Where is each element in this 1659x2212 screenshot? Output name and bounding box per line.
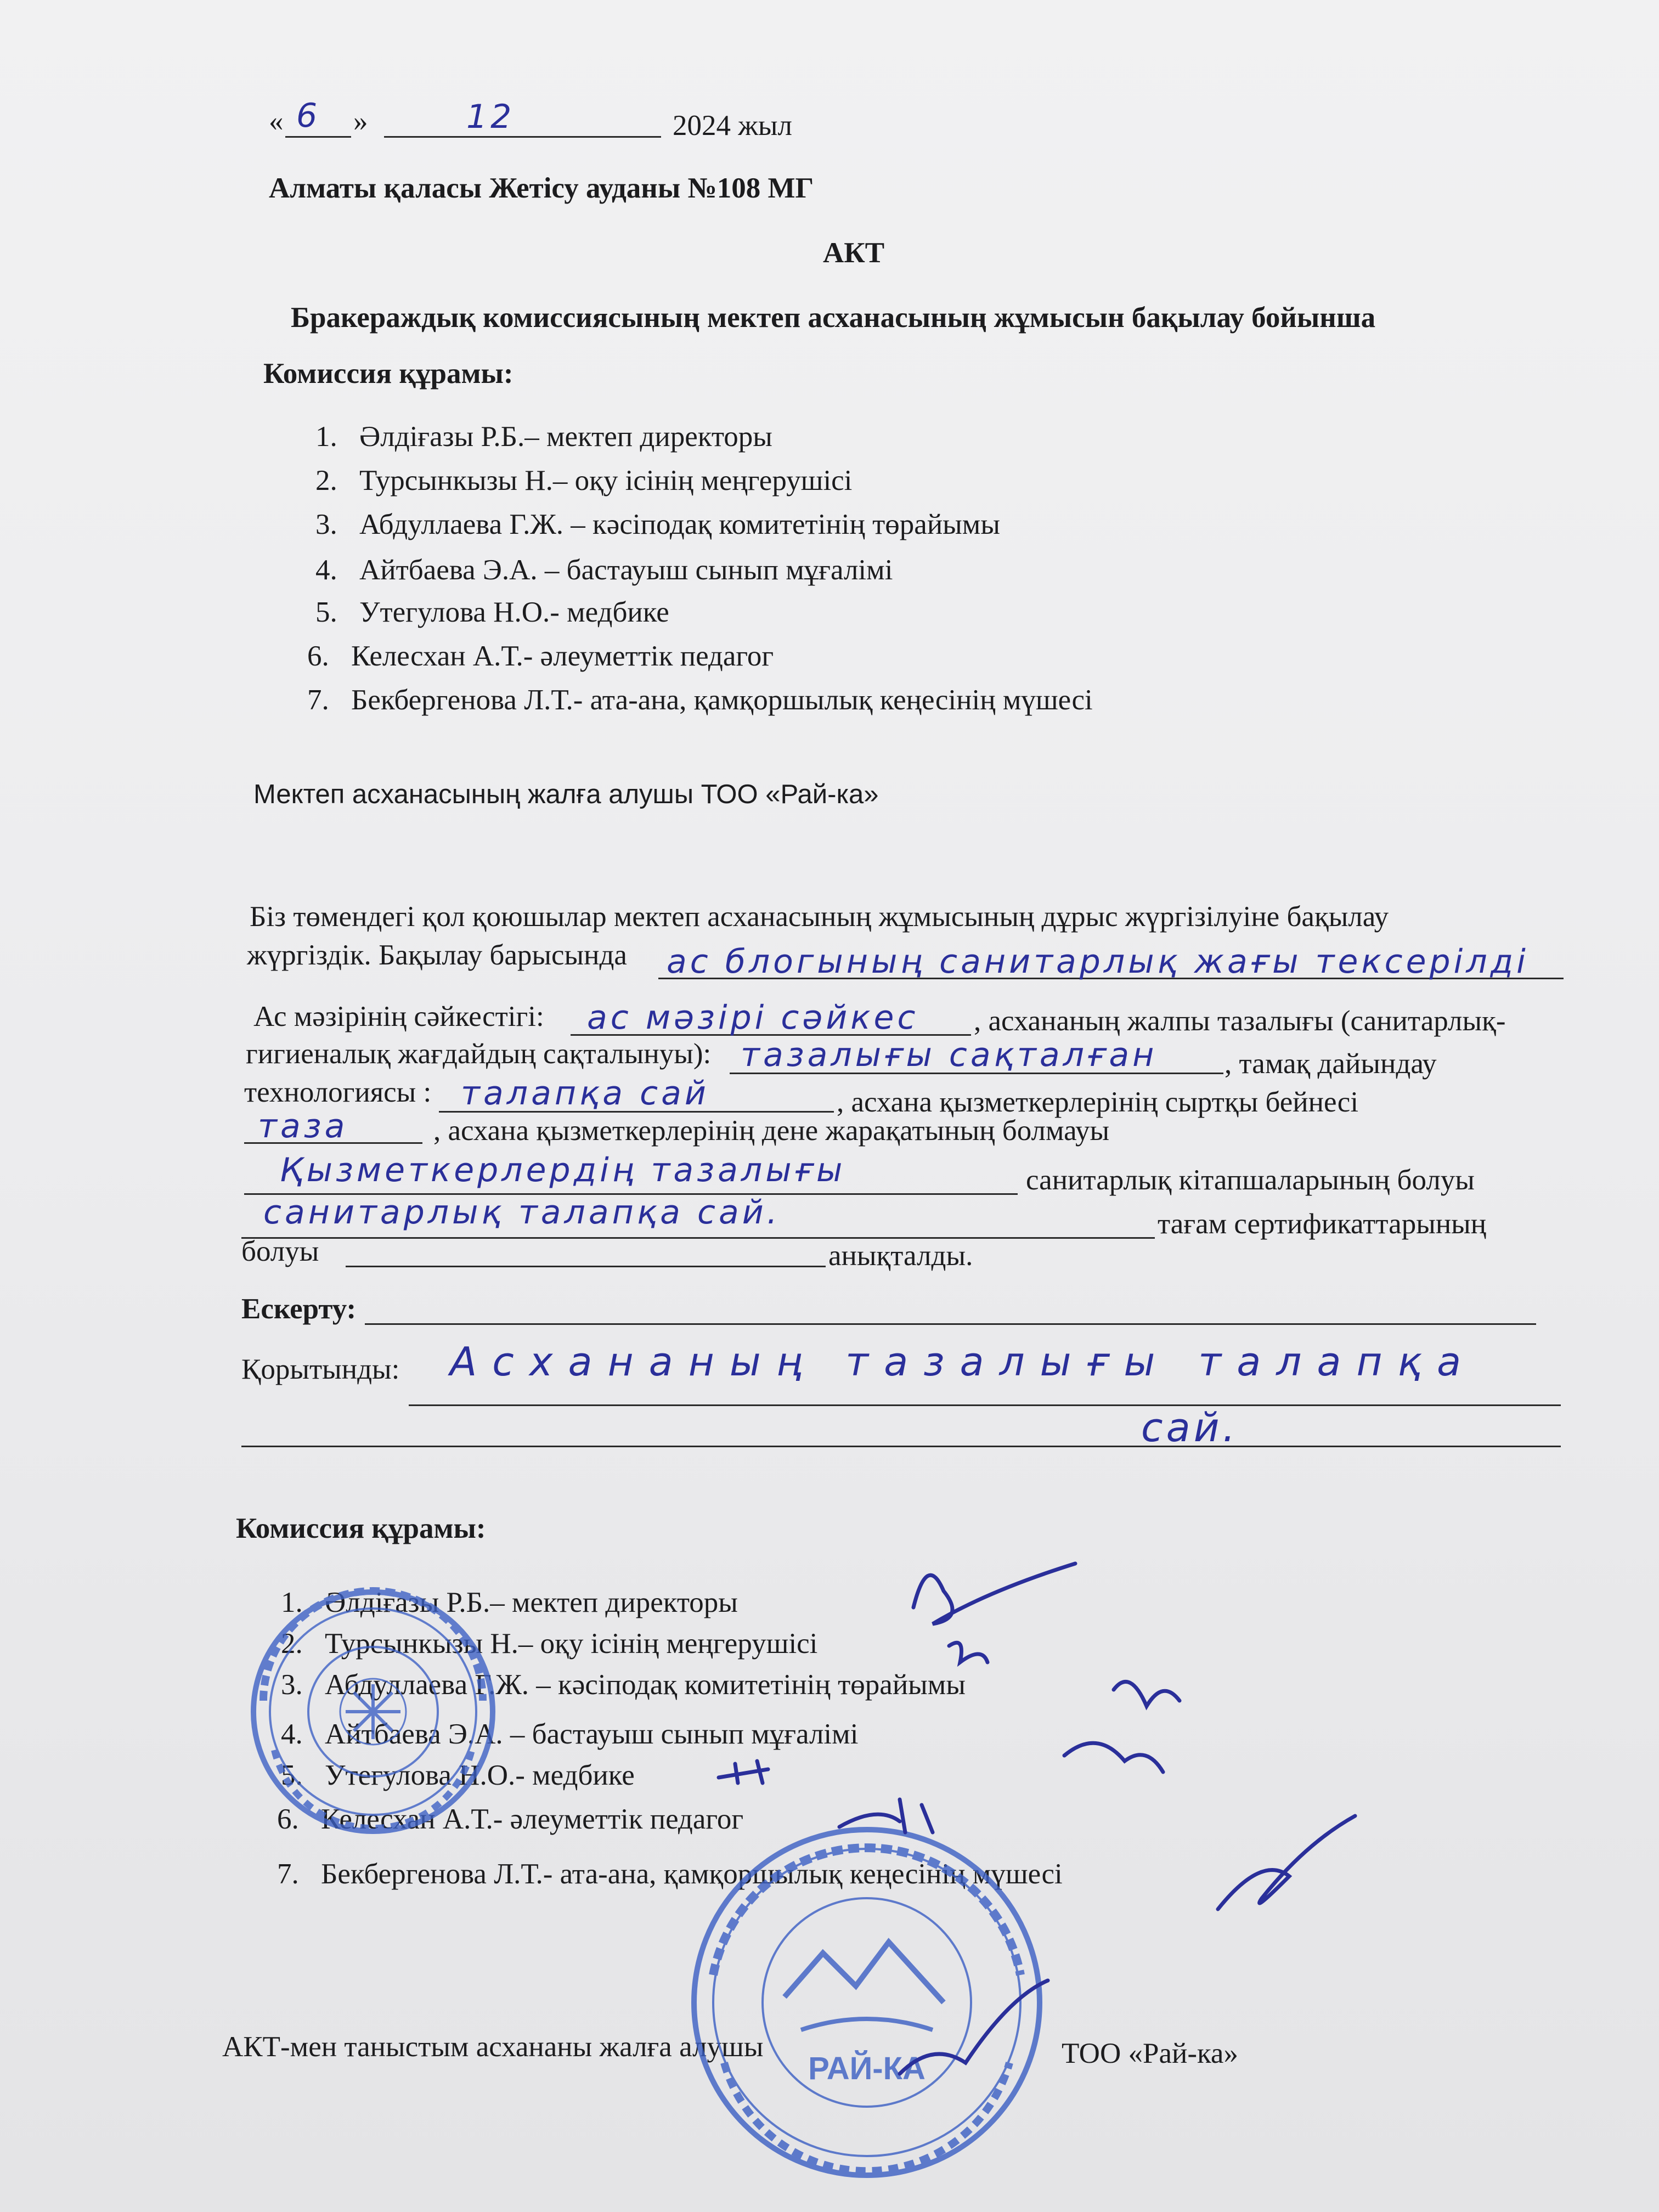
conclusion-handwritten-1: Асхананың тазалығы талапқа	[450, 1339, 1477, 1385]
hygiene-label: гигиеналық жағдайдың сақталынуы):	[246, 1038, 712, 1070]
list-item: 6. Келесхан А.Т.- әлеуметтік педагог	[307, 640, 774, 672]
menu-label: Ас мәзірінің сәйкестігі:	[253, 1001, 544, 1032]
tenant-line: Мектеп асханасының жалға алушы ТОО «Рай-ка»	[253, 780, 879, 809]
list-item: 2. Турсынкызы Н.– оқу ісінің меңгерушісі	[315, 465, 853, 496]
signature-row: 1. Әлдіғазы Р.Б.– мектеп директоры	[281, 1587, 738, 1618]
conclusion-handwritten-2: сай.	[1141, 1404, 1239, 1451]
handwritten-answer-4: талапқа сай	[461, 1074, 709, 1113]
footer-acknowledge: АКТ-мен таныстым асхананы жалға алушы	[222, 2031, 764, 2063]
quote-close: »	[353, 105, 368, 137]
certificate-label: болуы	[241, 1235, 319, 1267]
handwritten-answer-5: таза	[258, 1107, 348, 1146]
signatures-heading: Комиссия құрамы:	[236, 1513, 486, 1544]
signature-row: 4. Айтбаева Э.А. – бастауыш сынып мұғалімі	[281, 1718, 859, 1750]
company-stamp-logo: РАЙ-КА	[808, 2051, 926, 2086]
intro-line-1: Біз төмендегі қол қоюшылар мектеп асханасының жұмысының дұрыс жүргізілуіне бақылау	[250, 901, 1389, 933]
list-item: 7. Бекбергенова Л.Т.- ата-ана, қамқоршылық кеңесінің мүшесі	[307, 684, 1093, 716]
doc-type: АКТ	[823, 237, 885, 269]
handwritten-answer-7: санитарлық талапқа сай.	[263, 1193, 781, 1232]
handwritten-answer-6: Қызметкерлердің тазалығы	[280, 1151, 846, 1189]
school-name: Алматы қаласы Жетісу ауданы №108 МГ	[269, 172, 814, 204]
handwritten-answer-3: тазалығы сақталған	[741, 1036, 1158, 1074]
list-item: 1. Әлдіғазы Р.Б.– мектеп директоры	[315, 421, 772, 453]
school-stamp	[253, 1591, 493, 1831]
intro-line-2: жүргіздік. Бақылау барысында	[247, 939, 627, 971]
signature-row: 2. Турсынкызы Н.– оқу ісінің меңгерушісі	[281, 1628, 818, 1660]
handwritten-answer-1: ас блогының санитарлық жағы тексерілді	[667, 943, 1529, 981]
conclusion-label: Қорытынды:	[241, 1353, 400, 1385]
note-label: Ескерту:	[241, 1293, 357, 1325]
after-answer-6: санитарлық кітапшаларының болуы	[1026, 1164, 1475, 1196]
company-stamp	[694, 1830, 1040, 2175]
signature-row: 3. Абдуллаева Г.Ж. – кәсіподақ комитетінің төрайымы	[281, 1669, 966, 1701]
after-answer-7: тағам сертификаттарының	[1158, 1208, 1487, 1240]
year-text: 2024 жыл	[673, 110, 792, 142]
after-answer-3: , тамақ дайындау	[1224, 1048, 1437, 1080]
month-handwritten: 12	[466, 98, 515, 136]
commission-heading: Комиссия құрамы:	[263, 358, 514, 390]
after-answer-2: , асхананың жалпы тазалығы (санитарлық-	[974, 1005, 1506, 1037]
signature-row: 7. Бекбергенова Л.Т.- ата-ана, қамқоршылық кеңесінің мүшесі	[277, 1858, 1063, 1890]
handwritten-answer-2: ас мәзірі сәйкес	[587, 998, 919, 1037]
signature-row: 5. Утегулова Н.О.- медбике	[281, 1759, 635, 1791]
quote-open: «	[269, 105, 284, 137]
signature-row: 6. Келесхан А.Т.- әлеуметтік педагог	[277, 1803, 744, 1835]
after-answer-8: анықталды.	[828, 1240, 973, 1272]
after-answer-5: , асхана қызметкерлерінің дене жарақатының болмауы	[433, 1115, 1110, 1147]
after-answer-4: , асхана қызметкерлерінің сыртқы бейнесі	[837, 1086, 1359, 1118]
list-item: 4. Айтбаева Э.А. – бастауыш сынып мұғалімі	[315, 554, 893, 586]
list-item: 5. Утегулова Н.О.- медбике	[315, 596, 669, 628]
footer-company: ТОО «Рай-ка»	[1062, 2038, 1238, 2069]
doc-title: Бракераждық комиссиясының мектеп асханасының жұмысын бақылау бойынша	[291, 302, 1376, 334]
tech-label: технологиясы :	[244, 1076, 432, 1108]
list-item: 3. Абдуллаева Г.Ж. – кәсіподақ комитетінің төрайымы	[315, 509, 1000, 540]
day-handwritten: 6	[296, 97, 321, 135]
